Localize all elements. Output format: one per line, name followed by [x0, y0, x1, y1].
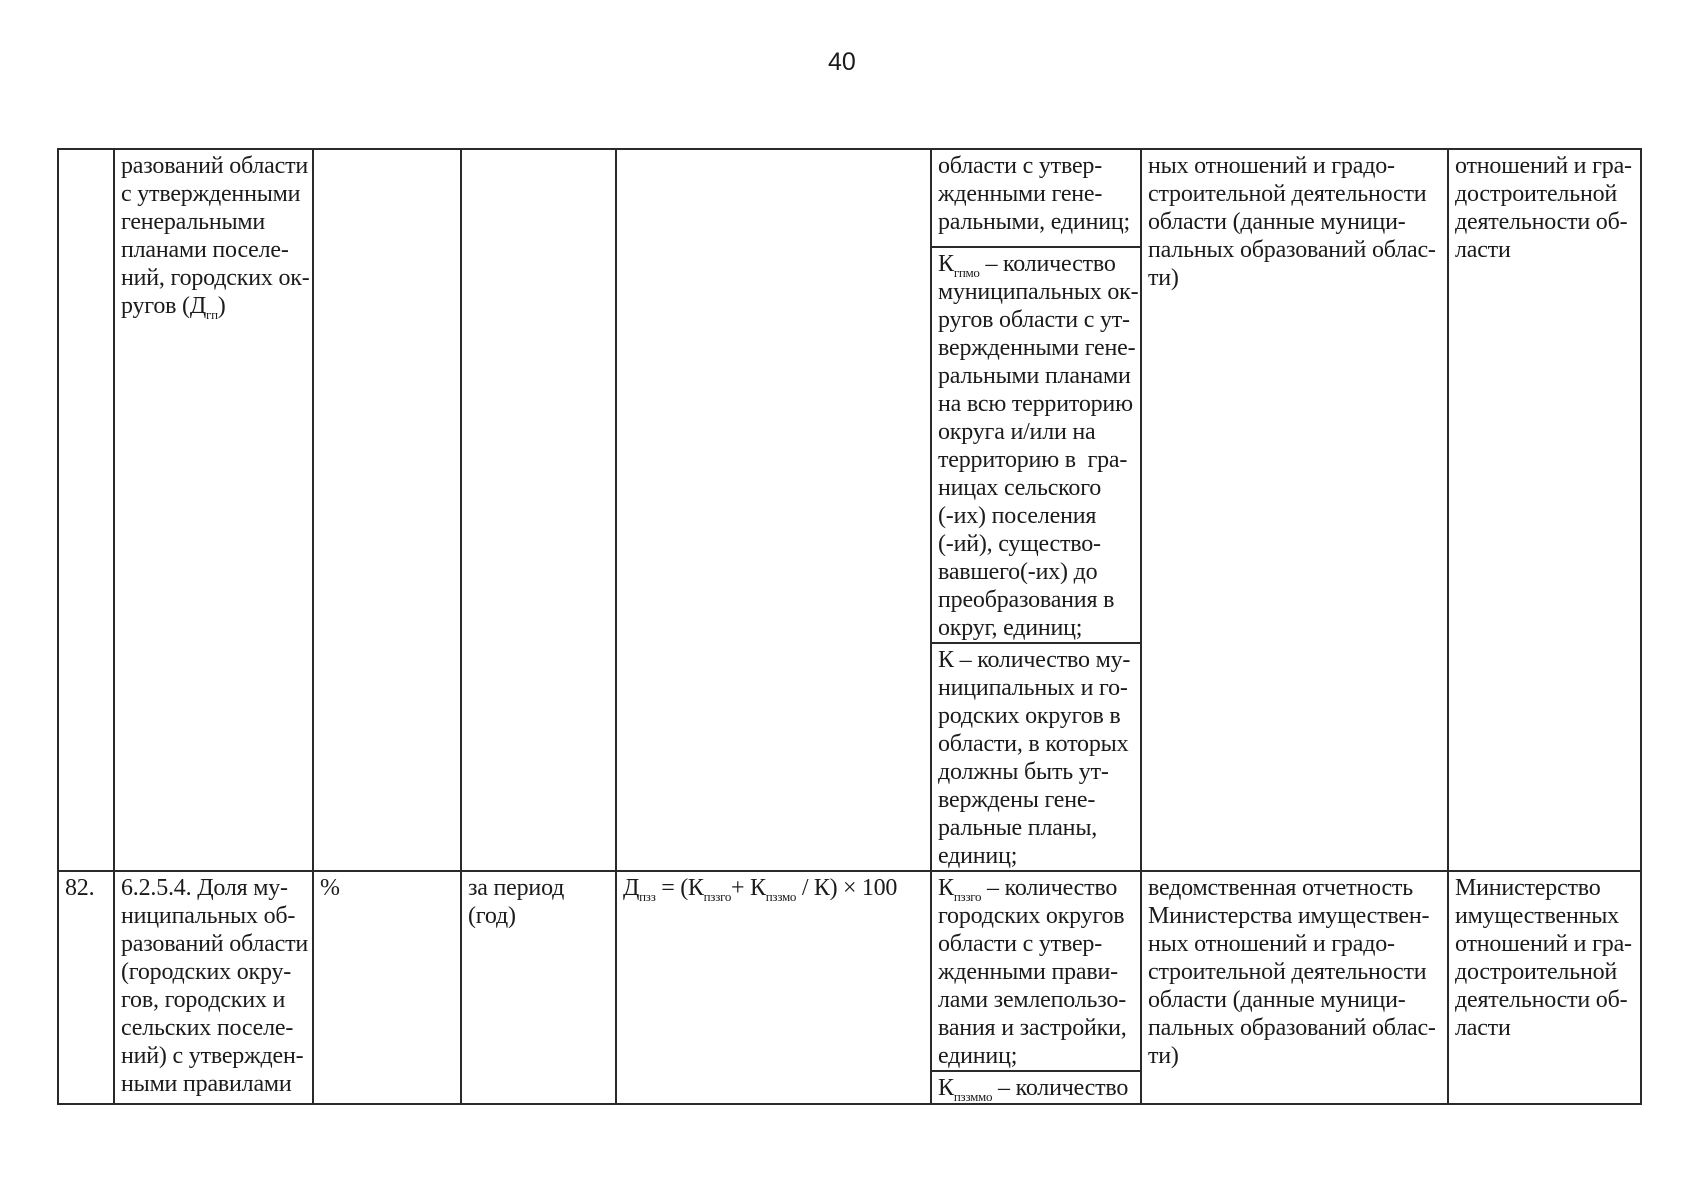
cell-responsible-body: Министерство имущественных отношений и гра- достроительной деятельности об- ласти — [1455, 875, 1632, 1041]
component-subcell: $К_{пззго}$ – количество городских округов области с утвер- жденными прави- лами землепользо- вания и застройки, единиц; — [932, 872, 1140, 1072]
page-number: 40 — [828, 48, 856, 76]
cell-formula: $Д_{пзз} = (К_{пззго}+ К_{пззмо} / К) \times 100$ — [617, 872, 932, 1103]
cell-formula — [617, 150, 932, 870]
cell-period — [462, 150, 617, 870]
component-subcell: области с утвер- жденными гене- ральными, единиц; — [932, 150, 1140, 248]
cell-formula-components — [932, 872, 1142, 1103]
cell-row-number: 82. — [59, 872, 115, 1103]
table-row-82 — [59, 872, 1640, 1103]
cell-period: за период (год) — [462, 872, 617, 1103]
cell-formula-components — [932, 150, 1142, 870]
indicators-table — [57, 148, 1642, 1105]
component-subcell: $К_{пззммо}$ – количество — [938, 1075, 1129, 1104]
cell-row-number — [59, 150, 115, 870]
cell-responsible-body: отношений и гра- достроительной деятельности об- ласти — [1455, 153, 1632, 263]
cell-data-source: ных отношений и градо- строительной деятельности области (данные муници- пальных образований облас- ти) — [1142, 150, 1449, 870]
cell-indicator-name: 6.2.5.4. Доля му- ниципальных об- разований области (городских окру- гов, городских и сельских поселе- ний) с утвержден- ными правилами — [115, 872, 314, 1103]
component-subcell: К – количество му- ниципальных и го- родских округов в области, в которых должны быть ут- верждены гене- ральные планы, единиц; — [938, 647, 1131, 869]
cell-indicator-name: разований области с утвержденными генеральными планами поселе- ний, городских ок- ругов $(Д_{гп})$ — [115, 150, 314, 870]
cell-unit: % — [314, 872, 462, 1103]
component-subcell: $К_{гпмо}$ – количество муниципальных ок- ругов области с ут- вержденными гене- ральными планами на всю территорию округа и/или на территорию в гра- ницах сельского (-их) поселения (-ий), существо- вавшего(-их) до преобразования в округ, единиц; — [932, 248, 1140, 644]
table-row-continued — [59, 150, 1640, 872]
cell-data-source: ведомственная отчетность Министерства имуществен- ных отношений и градо- строительной деятельности области (данные муници- пальных образований облас- ти) — [1142, 872, 1449, 1103]
cell-unit — [314, 150, 462, 870]
